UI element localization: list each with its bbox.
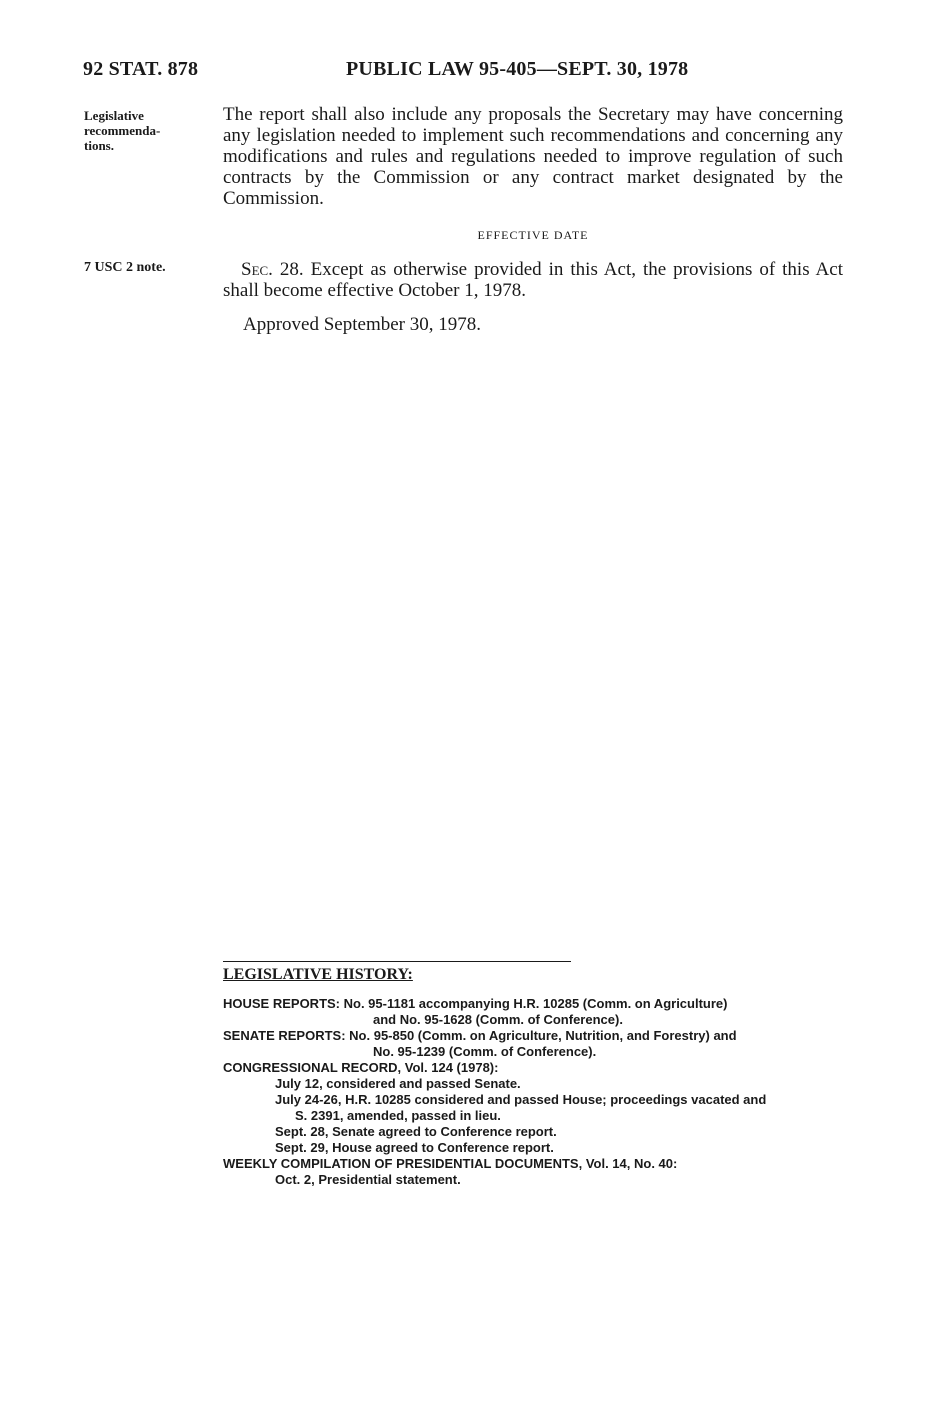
margin-note-line: Legislative [84, 108, 144, 123]
section-label: Sec. 28. [241, 259, 304, 280]
section-28-paragraph [223, 259, 843, 301]
senate-reports-line: SENATE REPORTS: No. 95-850 (Comm. on Agriculture, Nutrition, and Forestry) and [223, 1028, 737, 1043]
report-paragraph: The report shall also include any proposals the Secretary may have concerning any legislation needed to implement such recommendations and concerning any modifications and rules and regulations needed to improve regulation of such contracts by the Commission or any contract market designated by the Commission. [223, 104, 843, 209]
congressional-record-item: Sept. 29, House agreed to Conference report. [275, 1140, 554, 1155]
congressional-record-line: CONGRESSIONAL RECORD, Vol. 124 (1978): [223, 1060, 499, 1075]
congressional-record-item: July 24-26, H.R. 10285 considered and passed House; proceedings vacated and [275, 1092, 767, 1107]
section-heading-effective-date: EFFECTIVE DATE [477, 228, 589, 242]
legislative-history-block [223, 996, 843, 1188]
margin-note-line: recommenda- [84, 123, 161, 138]
divider-rule [223, 961, 571, 962]
page-number: 92 STAT. 878 [83, 58, 199, 80]
house-reports-continuation: and No. 95-1628 (Comm. of Conference). [373, 1012, 623, 1027]
house-reports-line: HOUSE REPORTS: No. 95-1181 accompanying H.R. 10285 (Comm. on Agriculture) [223, 996, 728, 1011]
congressional-record-item: S. 2391, amended, passed in lieu. [295, 1108, 501, 1123]
section-text: Except as otherwise provided in this Act, the provisions of this Act shall become effective October 1, 1978. [223, 259, 843, 301]
weekly-compilation-line: WEEKLY COMPILATION OF PRESIDENTIAL DOCUMENTS, Vol. 14, No. 40: [223, 1156, 678, 1171]
legislative-history-title: LEGISLATIVE HISTORY: [223, 966, 413, 983]
senate-reports-continuation: No. 95-1239 (Comm. of Conference). [373, 1044, 597, 1059]
margin-note-usc: 7 USC 2 note. [84, 260, 166, 275]
approval-date: Approved September 30, 1978. [243, 314, 481, 335]
congressional-record-item: Sept. 28, Senate agreed to Conference report. [275, 1124, 557, 1139]
margin-note-line: tions. [84, 138, 114, 153]
running-head: PUBLIC LAW 95-405—SEPT. 30, 1978 [346, 58, 689, 80]
congressional-record-item: July 12, considered and passed Senate. [275, 1076, 521, 1091]
margin-note-legislative-recommendations [84, 108, 204, 153]
weekly-compilation-item: Oct. 2, Presidential statement. [275, 1172, 461, 1187]
